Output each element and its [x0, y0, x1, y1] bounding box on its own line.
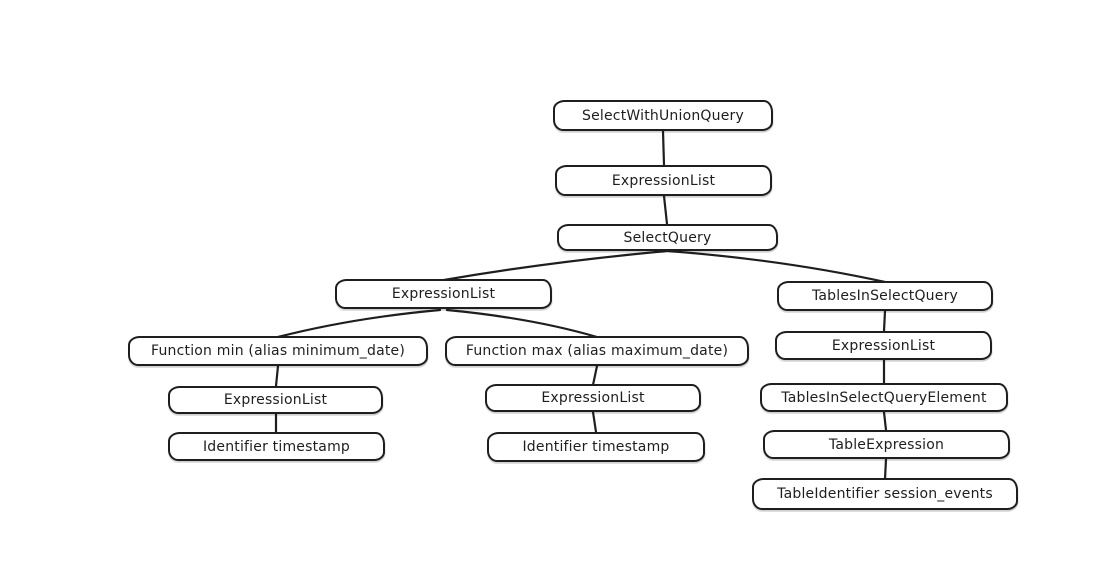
edge-expressionlist-functionmin	[278, 310, 440, 337]
node-select-query: SelectQuery	[557, 224, 778, 251]
node-identifier-timestamp-min: Identifier timestamp	[168, 432, 385, 461]
node-expression-list-min: ExpressionList	[168, 386, 383, 414]
edge-tablesinselectqueryelement-tableexpression	[884, 412, 886, 430]
node-expression-list-select: ExpressionList	[335, 279, 552, 309]
node-expression-list-max: ExpressionList	[485, 384, 701, 412]
edge-selectquery-tablesinselectquery	[668, 251, 885, 282]
edge-expressionlist-functionmax	[447, 310, 597, 337]
node-expression-list-tables: ExpressionList	[775, 331, 992, 360]
edge-selectquery-expressionlist-left	[444, 251, 667, 280]
edge-expressionlist-identifiermax	[593, 412, 596, 432]
node-tables-in-select-query-element: TablesInSelectQueryElement	[760, 383, 1008, 412]
node-table-identifier-session-events: TableIdentifier session_events	[752, 478, 1018, 510]
node-select-with-union-query: SelectWithUnionQuery	[553, 100, 773, 131]
edge-tableexpression-tableidentifier	[885, 459, 886, 479]
node-expression-list-union: ExpressionList	[555, 165, 772, 196]
node-tables-in-select-query: TablesInSelectQuery	[777, 281, 993, 311]
node-function-max: Function max (alias maximum_date)	[445, 336, 749, 366]
edge-selectwithunionquery-expressionlist	[663, 131, 664, 165]
edge-tablesinselectquery-expressionlist	[884, 311, 885, 331]
edge-functionmax-expressionlist	[593, 366, 597, 385]
node-table-expression: TableExpression	[763, 430, 1010, 459]
edge-functionmin-expressionlist	[276, 366, 278, 386]
edge-expressionlist-selectquery	[664, 196, 667, 224]
node-identifier-timestamp-max: Identifier timestamp	[487, 432, 705, 462]
node-function-min: Function min (alias minimum_date)	[128, 336, 428, 366]
